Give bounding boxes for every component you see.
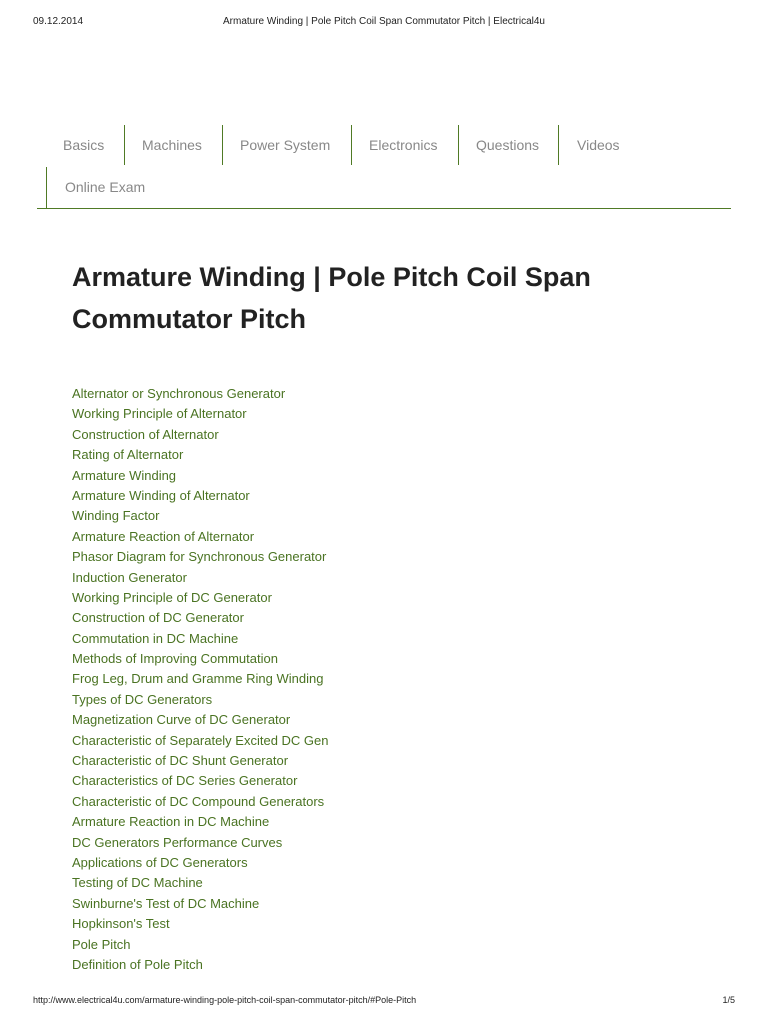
nav-item-power-system[interactable]: Power System <box>222 125 330 165</box>
print-date: 09.12.2014 <box>33 16 84 27</box>
toc-link[interactable]: Definition of Pole Pitch <box>72 956 203 972</box>
toc-link[interactable]: Armature Winding <box>72 467 177 483</box>
print-footer-url: http://www.electrical4u.com/armature-winding-pole-pitch-coil-span-commutator-pitch/#Pole-Pitch <box>33 995 417 1005</box>
toc-link[interactable]: Armature Reaction in DC Machine <box>72 814 270 830</box>
toc-link[interactable]: Winding Factor <box>72 508 160 524</box>
toc-link[interactable]: Magnetization Curve of DC Generator <box>72 712 291 728</box>
nav-item-questions[interactable]: Questions <box>458 125 539 165</box>
nav-item-machines[interactable]: Machines <box>124 125 202 165</box>
toc-link[interactable]: Characteristic of DC Compound Generators <box>72 793 325 809</box>
nav-item-online-exam[interactable]: Online Exam <box>46 167 145 208</box>
toc-link[interactable]: Characteristic of DC Shunt Generator <box>72 753 289 769</box>
toc-link[interactable]: Types of DC Generators <box>72 691 213 707</box>
nav-item-basics[interactable]: Basics <box>63 137 105 153</box>
toc-link[interactable]: Testing of DC Machine <box>72 875 203 891</box>
nav-item-electronics[interactable]: Electronics <box>351 125 437 165</box>
print-page-number: 1/5 <box>722 995 735 1005</box>
print-header-title: Armature Winding | Pole Pitch Coil Span Commutator Pitch | Electrical4u <box>223 16 545 27</box>
toc-link[interactable]: Working Principle of Alternator <box>72 406 247 422</box>
toc-link[interactable]: Characteristics of DC Series Generator <box>72 773 298 789</box>
toc-link[interactable]: Hopkinson's Test <box>72 916 170 932</box>
toc-link[interactable]: Armature Reaction of Alternator <box>72 528 255 544</box>
toc-link[interactable]: Construction of DC Generator <box>72 610 244 626</box>
toc-link[interactable]: DC Generators Performance Curves <box>72 834 283 850</box>
toc-link[interactable]: Characteristic of Separately Excited DC Gen <box>72 732 329 748</box>
toc-link[interactable]: Phasor Diagram for Synchronous Generator <box>72 549 327 565</box>
article-title: Armature Winding | Pole Pitch Coil Span Commutator Pitch <box>72 262 591 334</box>
toc-link[interactable]: Methods of Improving Commutation <box>72 651 278 667</box>
toc-list <box>72 384 329 975</box>
main-nav <box>37 125 731 209</box>
toc-link[interactable]: Construction of Alternator <box>72 426 219 442</box>
nav-item-videos[interactable]: Videos <box>558 125 620 165</box>
toc-link[interactable]: Swinburne's Test of DC Machine <box>72 895 260 911</box>
toc-link[interactable]: Induction Generator <box>72 569 187 585</box>
toc-link[interactable]: Working Principle of DC Generator <box>72 589 272 605</box>
toc-link[interactable]: Alternator or Synchronous Generator <box>72 386 286 401</box>
toc-link[interactable]: Armature Winding of Alternator <box>72 487 250 503</box>
toc-link[interactable]: Frog Leg, Drum and Gramme Ring Winding <box>72 671 324 687</box>
toc-link[interactable]: Pole Pitch <box>72 936 131 952</box>
toc-link[interactable]: Applications of DC Generators <box>72 854 248 870</box>
toc-link[interactable]: Rating of Alternator <box>72 447 184 463</box>
toc-link[interactable]: Commutation in DC Machine <box>72 630 239 646</box>
